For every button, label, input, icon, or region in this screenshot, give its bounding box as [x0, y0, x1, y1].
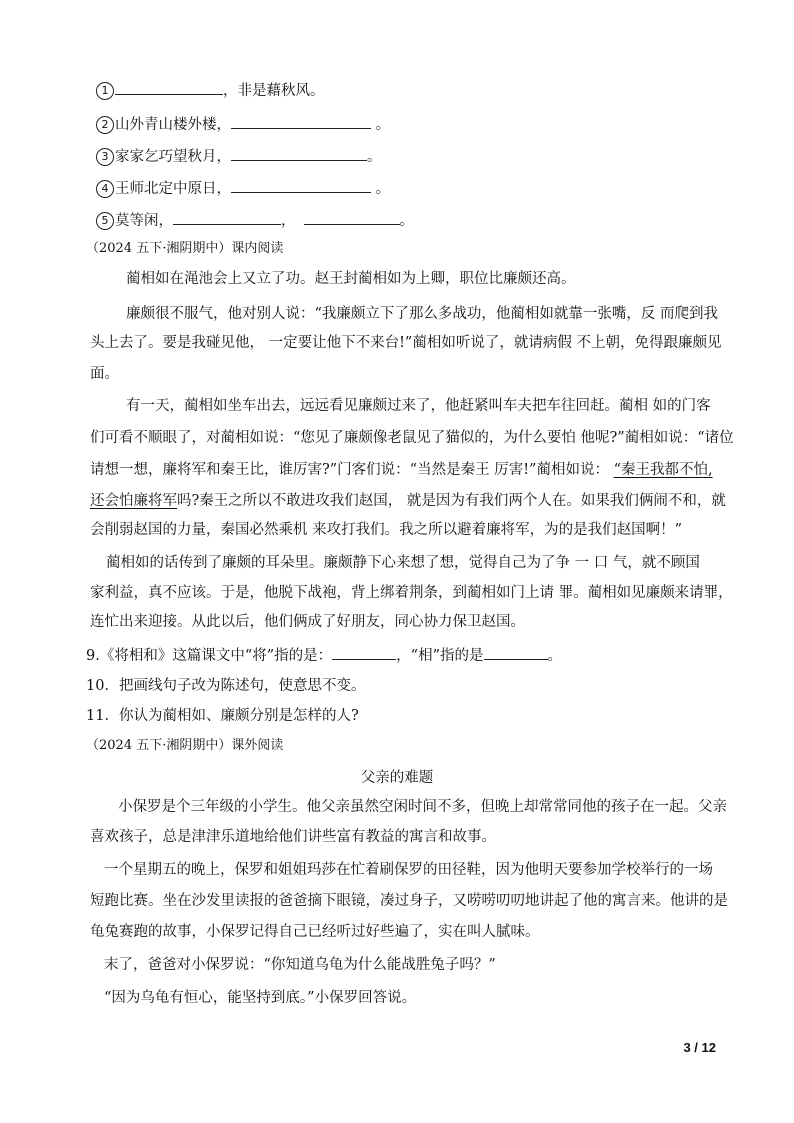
question-text: 。: [371, 117, 391, 133]
underlined-sentence: “秦王我都不怕,: [613, 462, 713, 478]
question-text: 9.《将相和》这篇课文中“将”指的是：: [86, 648, 333, 664]
question-text: 。: [399, 213, 414, 229]
paragraph-line: 一个星期五的晚上，保罗和姐姐玛莎在忙着刷保罗的田径鞋，因为他明天要参加学校举行的一场: [104, 862, 713, 878]
answer-blank[interactable]: [484, 645, 548, 660]
answer-blank[interactable]: [173, 210, 281, 225]
question-text: ，: [281, 213, 296, 229]
paragraph-line: 喜欢孩子，总是津津乐道地给他们讲些富有教益的寓言和故事。: [90, 829, 496, 845]
question-text: 山外青山楼外楼，: [115, 117, 231, 133]
circled-number: 1: [96, 82, 114, 100]
paragraph-line: “因为乌龟有恒心，能坚持到底。”小保罗回答说。: [104, 990, 417, 1006]
question-text: 莫等闲，: [115, 213, 173, 229]
paragraph-line: 小保罗是个三年级的小学生。他父亲虽然空闲时间不多，但晚上却常常同他的孩子在一起。父亲: [118, 799, 727, 815]
question-text: 。: [547, 648, 562, 664]
underlined-sentence: 还会怕廉将军: [90, 493, 177, 509]
question-1: [96, 80, 325, 101]
answer-blank[interactable]: [332, 645, 396, 660]
question-text: ，“相”指的是: [396, 648, 484, 664]
paragraph-line: 头上去了。要是我碰见他， 一定要让他下不来台!”蔺相如听说了，就请病假 不上朝，免得跟廉颇见: [90, 335, 722, 351]
paragraph-line: 短跑比赛。坐在沙发里读报的爸爸摘下眼镜，凑过身子，又唠唠叨叨地讲起了他的寓言来。他讲的是: [90, 893, 728, 909]
question-9: [86, 645, 562, 666]
question-11: 11．你认为蔺相如、廉颇分别是怎样的人?: [86, 708, 359, 724]
question-text: 。: [371, 181, 391, 197]
paragraph-line: [90, 491, 726, 511]
question-text: 王师北定中原日，: [115, 181, 231, 197]
question-text: 。: [367, 149, 382, 165]
paragraph-line: 连忙出来迎接。从此以后，他们俩成了好朋友，同心协力保卫赵国。: [90, 614, 525, 630]
text-span: 吗?秦王之所以不敢进攻我们赵国， 就是因为有我们两个人在。如果我们俩闹不和，就: [177, 493, 726, 509]
answer-blank[interactable]: [231, 178, 371, 193]
answer-blank[interactable]: [304, 210, 400, 225]
circled-number: 2: [96, 116, 114, 134]
answer-blank[interactable]: [231, 146, 367, 161]
answer-blank[interactable]: [231, 114, 371, 129]
question-4: [96, 178, 390, 199]
paragraph-line: 们可看不顺眼了，对蔺相如说：“您见了廉颇像老鼠见了猫似的，为什么要怕 他呢?”蔺相如说：“诸位: [90, 430, 734, 446]
page-number: 3 / 12: [683, 1040, 716, 1055]
answer-blank[interactable]: [115, 80, 223, 95]
paragraph: 蔺相如在渑池会上又立了功。赵王封蔺相如为上卿，职位比廉颇还高。: [126, 271, 576, 287]
text-span: 请想一想，廉将军和秦王比，谁厉害?”门客们说：“当然是秦王 厉害!”蔺相如说：: [90, 462, 614, 478]
paragraph-line: 廉颇很不服气，他对别人说：“我廉颇立下了那么多战功，他蔺相如就靠一张嘴，反 而爬到我: [126, 306, 719, 322]
passage-title: 父亲的难题: [360, 770, 434, 786]
question-5: [96, 210, 414, 231]
paragraph-line: 会削弱赵国的力量，秦国必然乘机 来攻打我们。我之所以避着廉将军，为的是我们赵国啊！”: [90, 522, 683, 538]
question-2: [96, 114, 390, 135]
paragraph-line: 龟兔赛跑的故事，小保罗记得自己已经听过好些遍了，实在叫人腻味。: [90, 924, 540, 940]
paragraph-line: 末了，爸爸对小保罗说：“你知道乌龟为什么能战胜兔子吗？”: [104, 957, 496, 973]
circled-number: 4: [96, 180, 114, 198]
question-text: ，非是藉秋风。: [223, 83, 325, 99]
paragraph-line: 蔺相如的话传到了廉颇的耳朵里。廉颇静下心来想了想，觉得自己为了争 一 口 气，就不顾国: [106, 555, 700, 571]
paragraph-line: [90, 460, 713, 480]
paragraph-line: 有一天，蔺相如坐车出去，远远看见廉颇过来了，他赶紧叫车夫把车往回赶。蔺相 如的门客: [126, 398, 711, 414]
source-label: （2024 五下·湘阴期中）课内阅读: [86, 241, 284, 256]
paragraph-line: 家利益，真不应该。于是，他脱下战袍，背上绑着荆条，到蔺相如门上请 罪。蔺相如见廉颇来请罪，: [90, 585, 733, 601]
question-10: 10．把画线句子改为陈述句，使意思不变。: [86, 678, 366, 694]
paragraph-line: 面。: [90, 366, 119, 382]
circled-number: 5: [96, 212, 114, 230]
circled-number: 3: [96, 148, 114, 166]
source-label: （2024 五下·湘阴期中）课外阅读: [86, 738, 284, 753]
question-3: [96, 146, 382, 167]
question-text: 家家乞巧望秋月，: [115, 149, 231, 165]
